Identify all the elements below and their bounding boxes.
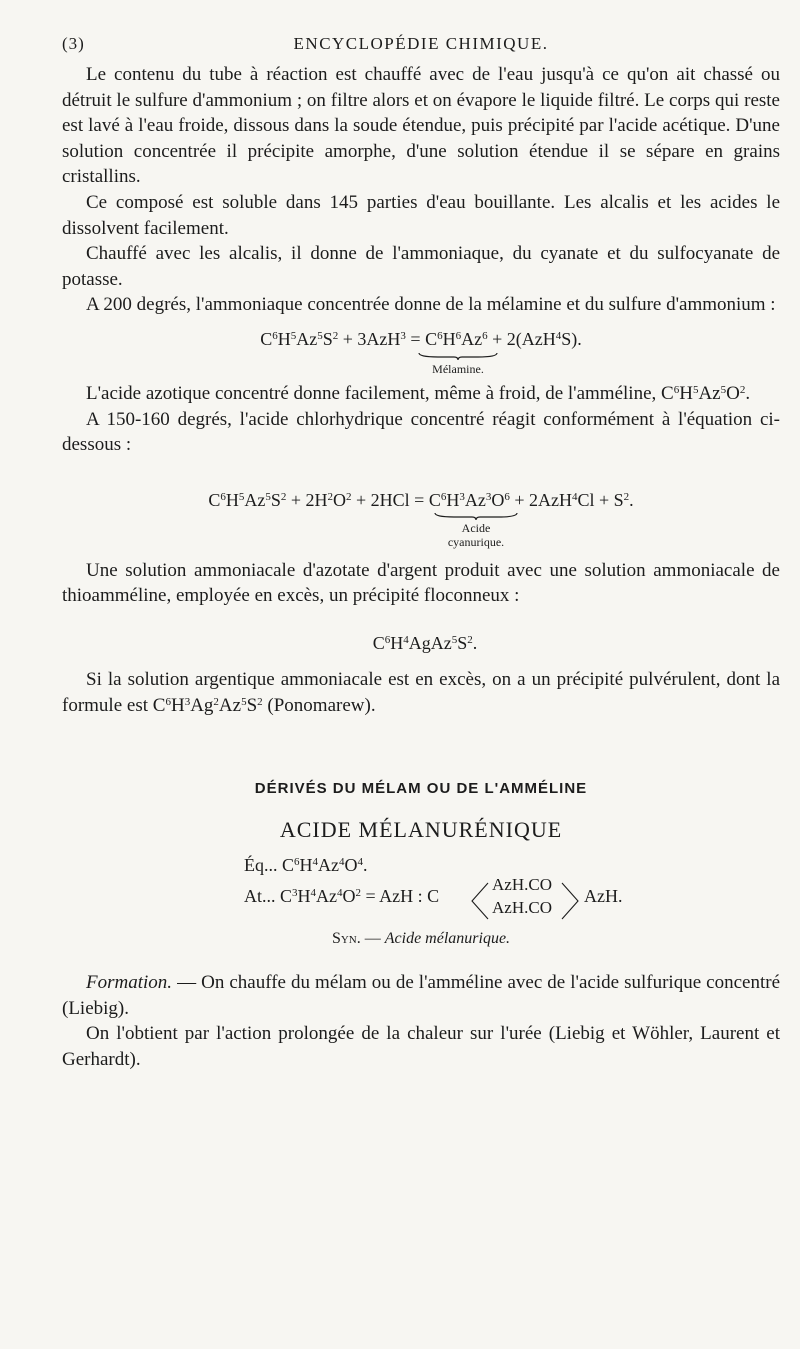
underbrace-cyanurique (434, 512, 518, 520)
paragraph-pulverulent-ref: (Ponomarew). (267, 694, 376, 716)
formation-label: Formation. (86, 972, 173, 994)
paragraph-azotique: L'acide azotique concentré donne facilement, même à froid, de l'amméline, $C^6H^5Az^5O^2$. (86, 382, 751, 404)
at-prefix: At... (244, 886, 276, 907)
paragraph-pulverulent-text: Si la solution argentique ammoniacale est en excès, on a un précipité pulvérulent, dont la formule est (62, 668, 780, 716)
compound-title: ACIDE MÉLANURÉNIQUE (279, 817, 563, 843)
equation-melamine: $C^6H^5Az^5S^2 + 3AzH^3 = C^6H^6Az^6 + 2(AzH^4S)$. Mélamine. (260, 328, 582, 376)
section-heading: DÉRIVÉS DU MÉLAM OU DE L'AMMÉLINE (254, 780, 588, 798)
paragraph-solubility: Ce composé est soluble dans 145 parties d'eau bouillante. Les alcalis et les acides le dissolvent facilement. (62, 191, 780, 239)
paragraph-pulverulent: Si la solution argentique ammoniacale est en excès, on a un précipité pulvérulent, dont la formule est $C^6H^3Ag^2Az^5S^2$ (Ponomarew). (62, 668, 780, 716)
paragraph-uree: On l'obtient par l'action prolongée de la chaleur sur l'urée (Liebig et Wöhler, Laurent et Gerhardt). (62, 1023, 780, 1070)
page-header (62, 30, 780, 62)
paragraph-tube: Le contenu du tube à réaction est chauffé avec de l'eau jusqu'à ce qu'on ait chassé ou détruit le sulfure d'ammonium ; on filtre alors et on évapore le liquide filtré. Le corps qui reste est lavé à l'eau froide, dissous dans la soude étendue, puis précipité par l'acide acétique. D'une solution concentrée il précipite amorphe, d'une solution étendue il se sépare en grains cristallins. (62, 64, 780, 188)
formula-eq: Éq... $C^6H^4Az^4O^4$. (244, 855, 368, 876)
label-cyanurique: cyanurique. (447, 534, 505, 549)
label-acide-cyanurique (428, 521, 524, 549)
paragraph-ammoniaque: A 200 degrés, l'ammoniaque concentrée donne de la mélamine et du sulfure d'ammonium : (86, 294, 776, 316)
paragraph-azotique-text: L'acide azotique concentré donne facilement, même à froid, de l'amméline, (86, 382, 657, 404)
syn-label: Syn. (331, 930, 361, 948)
paragraph-chlorhydrique: A 150-160 degrés, l'acide chlorhydrique concentré réagit conformément à l'équation ci-dessous : (62, 408, 780, 456)
paragraph-argent: Une solution ammoniacale d'azotate d'argent produit avec une solution ammoniacale de thioamméline, employée en excès, un précipité floconneux : (62, 559, 780, 607)
underbrace-melamine (418, 352, 498, 360)
page-number: (3) (62, 34, 85, 53)
equation-argent: $C^6H^4AgAz^5S^2$. (372, 632, 478, 653)
document-page (62, 30, 780, 1072)
label-melamine: Mélamine. (432, 361, 484, 376)
formula-at: At... $C^3H^4Az^4O^2$ = AzH : C AzH.CO AzH.CO AzH. (62, 876, 780, 922)
syn-value: Acide mélanurique. (384, 930, 511, 948)
synonym-line: Syn. — Acide mélanurique. (331, 930, 511, 948)
equation-cyanurique: $C^6H^5Az^5S^2 + 2H^2O^2 + 2HCl = C^6H^3Az^3O^6 + 2AzH^4Cl + S^2$. Acide cyanurique. (208, 489, 634, 549)
paragraph-formation (62, 970, 780, 1021)
label-acide: Acide (461, 520, 491, 535)
eq-prefix: Éq... (244, 855, 278, 876)
running-title: ENCYCLOPÉDIE CHIMIQUE. (293, 34, 549, 53)
paragraph-alcalis: Chauffé avec les alcalis, il donne de l'ammoniaque, du cyanate et du sulfocyanate de potasse. (62, 243, 780, 290)
formation-text: — On chauffe du mélam ou de l'amméline avec de l'acide sulfurique concentré (Liebig). (62, 972, 780, 1019)
